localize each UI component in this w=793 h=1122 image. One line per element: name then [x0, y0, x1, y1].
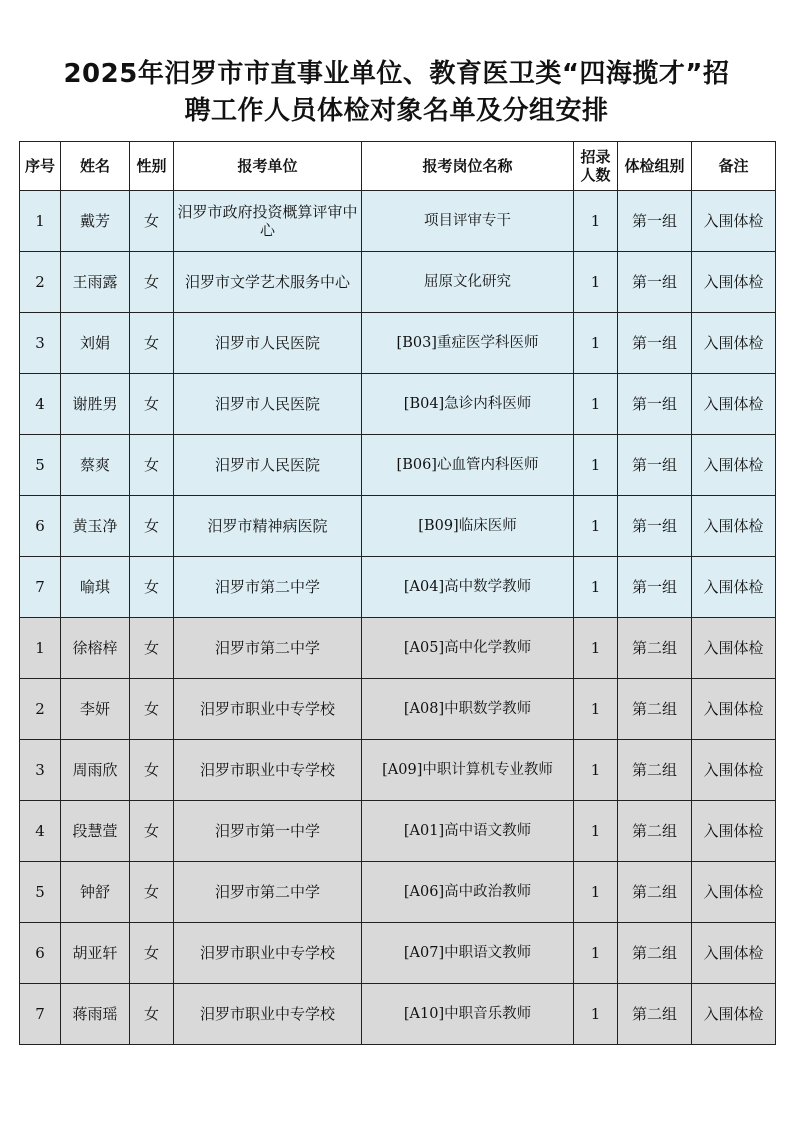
table-row — [20, 923, 776, 984]
cell-no: 3 — [20, 313, 61, 374]
cell-gender: 女 — [130, 740, 174, 801]
cell-group: 第二组 — [618, 862, 692, 923]
cell-group: 第二组 — [618, 801, 692, 862]
cell-count: 1 — [574, 374, 618, 435]
cell-count: 1 — [574, 191, 618, 252]
cell-no: 2 — [20, 679, 61, 740]
cell-count: 1 — [574, 313, 618, 374]
header-no: 序号 — [20, 142, 61, 191]
cell-post: [B09]临床医师 — [362, 496, 574, 557]
cell-unit: 汨罗市文学艺术服务中心 — [174, 252, 362, 313]
header-gender: 性别 — [130, 142, 174, 191]
header-unit: 报考单位 — [174, 142, 362, 191]
cell-gender: 女 — [130, 252, 174, 313]
cell-unit: 汨罗市职业中专学校 — [174, 923, 362, 984]
cell-note: 入围体检 — [692, 557, 776, 618]
cell-gender: 女 — [130, 557, 174, 618]
cell-group: 第一组 — [618, 557, 692, 618]
header-count: 招录人数 — [574, 142, 618, 191]
table-row — [20, 740, 776, 801]
cell-unit: 汨罗市职业中专学校 — [174, 679, 362, 740]
table-row — [20, 557, 776, 618]
candidate-table — [19, 141, 776, 1045]
cell-name: 周雨欣 — [61, 740, 130, 801]
cell-post: [A08]中职数学教师 — [362, 679, 574, 740]
cell-post: [B06]心血管内科医师 — [362, 435, 574, 496]
cell-name: 刘娟 — [61, 313, 130, 374]
cell-unit: 汨罗市第二中学 — [174, 557, 362, 618]
cell-no: 5 — [20, 435, 61, 496]
cell-post: [A04]高中数学教师 — [362, 557, 574, 618]
cell-count: 1 — [574, 740, 618, 801]
cell-count: 1 — [574, 679, 618, 740]
cell-gender: 女 — [130, 801, 174, 862]
cell-group: 第一组 — [618, 374, 692, 435]
table-row — [20, 313, 776, 374]
cell-gender: 女 — [130, 923, 174, 984]
cell-group: 第二组 — [618, 740, 692, 801]
cell-note: 入围体检 — [692, 252, 776, 313]
cell-gender: 女 — [130, 984, 174, 1045]
cell-group: 第一组 — [618, 435, 692, 496]
table-row — [20, 374, 776, 435]
cell-name: 喻琪 — [61, 557, 130, 618]
cell-name: 段慧萱 — [61, 801, 130, 862]
cell-post: [A10]中职音乐教师 — [362, 984, 574, 1045]
cell-unit: 汨罗市职业中专学校 — [174, 740, 362, 801]
cell-name: 蒋雨瑶 — [61, 984, 130, 1045]
cell-note: 入围体检 — [692, 191, 776, 252]
cell-no: 4 — [20, 801, 61, 862]
title-line-1: 2025年汨罗市市直事业单位、教育医卫类“四海揽才”招 — [63, 59, 730, 89]
cell-unit: 汨罗市第一中学 — [174, 801, 362, 862]
cell-unit: 汨罗市政府投资概算评审中心 — [174, 191, 362, 252]
cell-group: 第一组 — [618, 313, 692, 374]
cell-note: 入围体检 — [692, 740, 776, 801]
cell-name: 王雨露 — [61, 252, 130, 313]
cell-post: [A07]中职语文教师 — [362, 923, 574, 984]
cell-count: 1 — [574, 984, 618, 1045]
cell-gender: 女 — [130, 618, 174, 679]
cell-post: 屈原文化研究 — [362, 252, 574, 313]
cell-group: 第二组 — [618, 984, 692, 1045]
cell-no: 6 — [20, 496, 61, 557]
cell-note: 入围体检 — [692, 923, 776, 984]
cell-name: 戴芳 — [61, 191, 130, 252]
cell-no: 7 — [20, 984, 61, 1045]
cell-unit: 汨罗市人民医院 — [174, 435, 362, 496]
table-row — [20, 679, 776, 740]
header-note: 备注 — [692, 142, 776, 191]
cell-gender: 女 — [130, 191, 174, 252]
cell-name: 徐榕梓 — [61, 618, 130, 679]
cell-count: 1 — [574, 618, 618, 679]
cell-post: [A09]中职计算机专业教师 — [362, 740, 574, 801]
cell-no: 1 — [20, 618, 61, 679]
cell-note: 入围体检 — [692, 374, 776, 435]
cell-group: 第一组 — [618, 191, 692, 252]
cell-gender: 女 — [130, 679, 174, 740]
cell-note: 入围体检 — [692, 801, 776, 862]
cell-count: 1 — [574, 496, 618, 557]
cell-name: 谢胜男 — [61, 374, 130, 435]
title-line-2: 聘工作人员体检对象名单及分组安排 — [184, 96, 609, 126]
cell-count: 1 — [574, 557, 618, 618]
table-row — [20, 252, 776, 313]
header-group: 体检组别 — [618, 142, 692, 191]
cell-gender: 女 — [130, 435, 174, 496]
table-row — [20, 435, 776, 496]
cell-gender: 女 — [130, 496, 174, 557]
header-post: 报考岗位名称 — [362, 142, 574, 191]
cell-group: 第二组 — [618, 618, 692, 679]
cell-unit: 汨罗市第二中学 — [174, 862, 362, 923]
cell-note: 入围体检 — [692, 496, 776, 557]
table-row — [20, 862, 776, 923]
table-row — [20, 801, 776, 862]
cell-gender: 女 — [130, 313, 174, 374]
cell-name: 胡亚轩 — [61, 923, 130, 984]
cell-note: 入围体检 — [692, 984, 776, 1045]
cell-no: 5 — [20, 862, 61, 923]
cell-post: [A05]高中化学教师 — [362, 618, 574, 679]
cell-no: 1 — [20, 191, 61, 252]
cell-unit: 汨罗市职业中专学校 — [174, 984, 362, 1045]
cell-note: 入围体检 — [692, 313, 776, 374]
cell-post: [A06]高中政治教师 — [362, 862, 574, 923]
cell-group: 第二组 — [618, 679, 692, 740]
cell-name: 李妍 — [61, 679, 130, 740]
cell-note: 入围体检 — [692, 435, 776, 496]
cell-group: 第一组 — [618, 496, 692, 557]
cell-count: 1 — [574, 862, 618, 923]
cell-no: 7 — [20, 557, 61, 618]
cell-group: 第二组 — [618, 923, 692, 984]
cell-unit: 汨罗市人民医院 — [174, 374, 362, 435]
table-row — [20, 191, 776, 252]
cell-count: 1 — [574, 923, 618, 984]
cell-post: [B04]急诊内科医师 — [362, 374, 574, 435]
cell-note: 入围体检 — [692, 862, 776, 923]
cell-unit: 汨罗市精神病医院 — [174, 496, 362, 557]
cell-gender: 女 — [130, 374, 174, 435]
document-title — [0, 56, 793, 130]
cell-name: 蔡爽 — [61, 435, 130, 496]
cell-no: 4 — [20, 374, 61, 435]
cell-name: 黄玉净 — [61, 496, 130, 557]
cell-unit: 汨罗市人民医院 — [174, 313, 362, 374]
cell-post: [B03]重症医学科医师 — [362, 313, 574, 374]
table-row — [20, 984, 776, 1045]
cell-gender: 女 — [130, 862, 174, 923]
cell-group: 第一组 — [618, 252, 692, 313]
cell-no: 2 — [20, 252, 61, 313]
cell-count: 1 — [574, 252, 618, 313]
table-header-row — [20, 142, 776, 191]
header-name: 姓名 — [61, 142, 130, 191]
cell-note: 入围体检 — [692, 679, 776, 740]
cell-post: [A01]高中语文教师 — [362, 801, 574, 862]
table-row — [20, 618, 776, 679]
cell-count: 1 — [574, 801, 618, 862]
cell-count: 1 — [574, 435, 618, 496]
cell-no: 6 — [20, 923, 61, 984]
cell-unit: 汨罗市第二中学 — [174, 618, 362, 679]
cell-note: 入围体检 — [692, 618, 776, 679]
cell-name: 钟舒 — [61, 862, 130, 923]
table-body — [20, 191, 776, 1045]
table-row — [20, 496, 776, 557]
cell-no: 3 — [20, 740, 61, 801]
cell-post: 项目评审专干 — [362, 191, 574, 252]
